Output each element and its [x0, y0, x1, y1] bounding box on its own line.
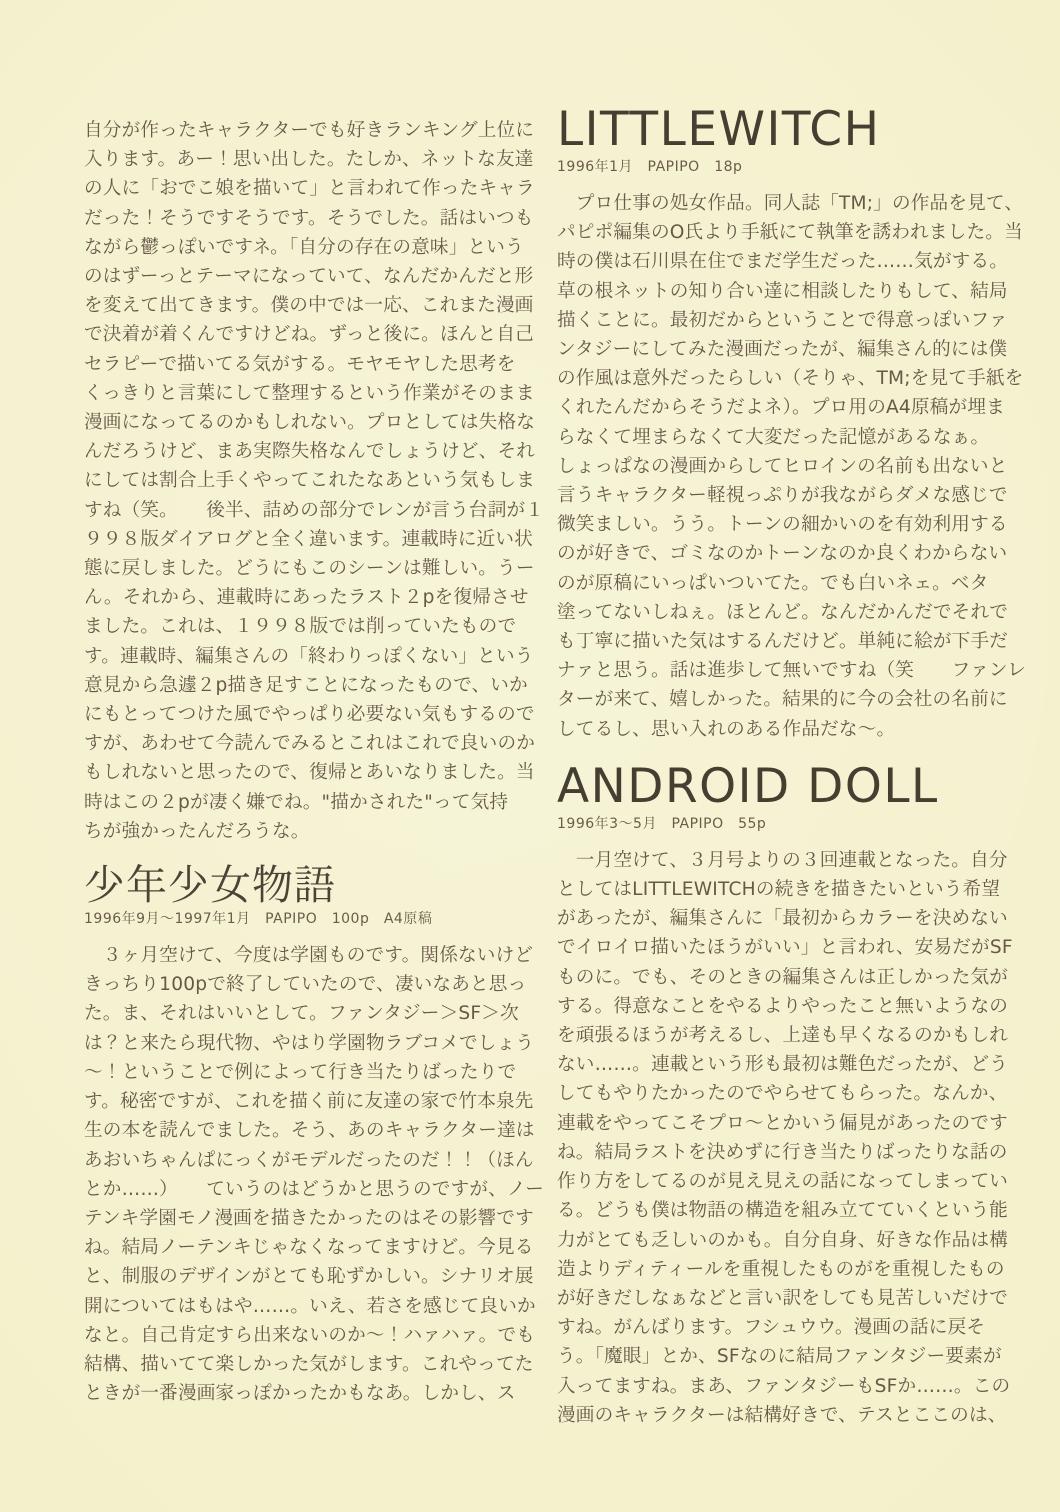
text-line: す。連載時、編集さんの「終わりっぽくない」という	[84, 645, 534, 667]
text-line: すね（笑。 後半、詰めの部分でレンが言う台詞が１	[84, 499, 545, 521]
text-line: ンタジーにしてみた漫画だったが、編集さん的には僕	[557, 339, 1008, 361]
text-line: ものに。でも、そのときの編集さんは正しかった気が	[557, 966, 1009, 988]
text-line: にもとってつけた風でやっぱり必要ない気もするので	[84, 704, 535, 726]
section-body-android-doll	[557, 846, 1013, 1430]
text-line: 一月空けて、３月号よりの３回連載となった。自分	[557, 849, 1008, 871]
text-line: してもやりたかったのでやらせてもらった。なんか、	[557, 1083, 1008, 1105]
text-line: ときが一番漫画家っぽかったかもなあ。しかし、ス	[84, 1383, 516, 1405]
text-line: のが原稿にいっぱいついてた。でも白いネェ。ベタ	[557, 572, 989, 594]
text-line: の作風は意外だったらしい（そりゃ、TM;を見て手紙を	[557, 368, 1024, 390]
text-line: だった！そうですそうです。そうでした。話はいつも	[84, 207, 534, 229]
text-line: すね。がんばります。フシュウウ。漫画の話に戻そ	[557, 1317, 986, 1339]
text-line: 力がとても乏しいのかも。自分自身、好きな作品は構	[557, 1229, 1009, 1251]
text-line: 入ります。あー！思い出した。たしか、ネットな友達	[84, 149, 534, 171]
text-line: 作り方をしてるのが見え見えの話になってしまってい	[557, 1171, 1009, 1193]
section-littlewitch-header	[557, 104, 999, 176]
text-line: も丁寧に描いた気はするんだけど。単純に絵が下手だ	[557, 631, 1009, 653]
text-line: ない……。連載という形も最初は難色だったが、どう	[557, 1054, 1009, 1076]
section-subtitle-android-doll: 1996年3～5月 PAPIPO 55p	[557, 815, 767, 832]
section-android-doll-header	[557, 758, 999, 833]
text-line: 時の僕は石川県在住でまだ学生だった……気がする。	[557, 251, 1009, 273]
text-line: ～！ということで例によって行き当たりばったりで	[84, 1061, 517, 1083]
text-line: 意見から急遽２p描き足すことになったもので、いか	[84, 674, 528, 696]
text-line: が好きだしなぁなどと言い訳をしても見苦しいだけで	[557, 1287, 1009, 1309]
continuation-paragraph	[84, 116, 545, 846]
text-line: 微笑ましい。うう。トーンの細かいのを有効利用する	[557, 514, 1008, 536]
text-line: 時はこの２pが凄く嫌でね。"描かされた"って気持	[84, 791, 509, 813]
text-line: すが、あわせて今読んでみるとこれはこれで良いのか	[84, 733, 536, 755]
text-line: でイロイロ描いたほうがいい」と言われ、安易だがSF	[557, 937, 1013, 959]
text-line: 塗ってないしねぇ。ほとんど。なんだかんだでそれで	[557, 601, 1009, 623]
text-line: なと。自己肯定すら出来ないのか～！ハァハァ。でも	[84, 1324, 536, 1346]
text-line: ね。結局ラストを決めずに行き当たりばったりな話の	[557, 1141, 1008, 1163]
text-line: プロ仕事の処女作品。同人誌「TM;」の作品を見て、	[557, 193, 1024, 214]
text-line: ました。これは、１９９８版では削っていたもので	[84, 616, 517, 638]
text-line: 描くことに。最初だからということで得意っぽいファ	[557, 309, 1008, 331]
text-line: 草の根ネットの知り合い達に相談したりもして、結局	[557, 280, 1008, 302]
text-line: す。秘密ですが、これを描く前に友達の家で竹本泉先	[84, 1091, 534, 1113]
section-shounen-shoujo-header	[84, 862, 526, 928]
text-line: ナァと思う。話は進歩して無いですね（笑 ファンレ	[557, 660, 1027, 682]
text-line: 漫画のキャラクターは結構好きで、テスとここのは、	[557, 1404, 1007, 1426]
text-line: くれたんだからそうだよネ）。プロ用のA4原稿が埋ま	[557, 397, 1005, 419]
text-line: と、制服のデザインがとても恥ずかしい。シナリオ展	[84, 1266, 534, 1288]
text-line: ターが来て、嬉しかった。結果的に今の会社の名前に	[557, 689, 1008, 711]
text-line: 連載をやってこそプロ～とかいう偏見があったのです	[557, 1112, 1008, 1134]
text-line: 造よりディティールを重視したものがを重視したもの	[557, 1258, 1005, 1280]
text-line: 自分が作ったキャラクターでも好きランキング上位に	[84, 120, 535, 141]
text-line: テンキ学園モノ漫画を描きたかったのはその影響です	[84, 1207, 534, 1229]
text-line: きっちり100pで終了していたので、凄いなあと思っ	[84, 974, 527, 996]
section-body-littlewitch	[557, 189, 1027, 744]
section-body-shounen-shoujo	[84, 941, 544, 1408]
text-line: らなくて埋まらなくて大変だった記憶があるなぁ。	[557, 426, 990, 448]
text-line: 生の本を読んでました。そう、あのキャラクター達は	[84, 1120, 535, 1142]
text-line: セラピーで描いてる気がする。モヤモヤした思考を	[84, 353, 516, 375]
text-line: くっきりと言葉にして整理するという作業がそのまま	[84, 382, 535, 404]
section-title-shounen-shoujo-monogatari: 少年少女物語	[84, 861, 336, 910]
section-subtitle-shounen-shoujo: 1996年9月～1997年1月 PAPIPO 100p A4原稿	[84, 911, 433, 928]
right-column	[557, 102, 1027, 1430]
text-line: んだろうけど、まあ実際失格なんでしょうけど、それ	[84, 441, 536, 463]
text-line: にしては割合上手くやってこれたなあという気もしま	[84, 470, 536, 492]
text-line: もしれないと思ったので、復帰とあいなりました。当	[84, 762, 535, 784]
text-line: ちが強かったんだろうな。	[84, 820, 310, 842]
text-line: 言うキャラクター軽視っぷりが我ながらダメな感じで	[557, 485, 1008, 507]
section-subtitle-littlewitch: 1996年1月 PAPIPO 18p	[557, 159, 743, 175]
text-line: あおいちゃんぱにっくがモデルだったのだ！！（ほん	[84, 1149, 534, 1171]
text-line: があったが、編集さんに「最初からカラーを決めない	[557, 908, 1008, 930]
text-line: してるし、思い入れのある作品だな～。	[557, 718, 896, 740]
text-line: しょっぱなの漫画からしてヒロインの名前も出ないと	[557, 455, 1008, 477]
text-line: を変えて出てきます。僕の中では一応、これまた漫画	[84, 295, 534, 317]
text-line: 結構、描いてて楽しかった気がします。これやってた	[84, 1353, 534, 1375]
section-title-android-doll: ANDROID DOLL	[557, 758, 939, 814]
text-line: する。得意なことをやるよりやったこと無いようなの	[557, 995, 1009, 1017]
text-line: としてはLITTLEWITCHの続きを描きたいという希望	[557, 879, 1001, 901]
text-line: のが好きで、ゴミなのかトーンなのか良くわからない	[557, 543, 1008, 565]
text-line: る。どうも僕は物語の構造を組み立てていくという能	[557, 1200, 1009, 1222]
text-line: パピポ編集のO氏より手紙にて執筆を誘われました。当	[557, 222, 1023, 244]
text-line: は？と来たら現代物、やはり学園物ラブコメでしょう	[84, 1032, 535, 1054]
text-line: ね。結局ノーテンキじゃなくなってますけど。今見る	[84, 1237, 534, 1259]
text-line: う。「魔眼」とか、SFなのに結局ファンタジー要素が	[557, 1346, 1002, 1368]
text-line: 開についてはもはや……。いえ、若さを感じて良いか	[84, 1295, 536, 1317]
text-line: のはずーっとテーマになっていて、なんだかんだと形	[84, 266, 534, 288]
text-line: ん。それから、連載時にあったラスト２pを復帰させ	[84, 587, 529, 609]
left-column	[84, 116, 545, 1408]
text-line: の人に「おでこ娘を描いて」と言われて作ったキャラ	[84, 178, 535, 200]
text-line: 入ってますね。まあ、ファンタジーもSFか……。この	[557, 1375, 1011, 1397]
text-line: た。ま、それはいいとして。ファンタジー＞SF＞次	[84, 1003, 519, 1025]
text-line: ながら鬱っぽいですネ。「自分の存在の意味」という	[84, 236, 524, 258]
text-line: で決着が着くんですけどね。ずっと後に。ほんと自己	[84, 324, 534, 346]
text-line: とか……） ていうのはどうかと思うのですが、ノー	[84, 1178, 544, 1200]
section-title-littlewitch: LITTLEWITCH	[557, 102, 881, 157]
text-line: ３ヶ月空けて、今度は学園ものです。関係ないけど	[84, 945, 534, 967]
text-line: 態に戻しました。どうにもこのシーンは難しい。うー	[84, 558, 535, 580]
text-line: ９９８版ダイアログと全く違います。連載時に近い状	[84, 528, 534, 550]
text-line: を頑張るほうが考えるし、上達も早くなるのかもしれ	[557, 1025, 1009, 1047]
text-line: 漫画になってるのかもしれない。プロとしては失格な	[84, 412, 536, 434]
